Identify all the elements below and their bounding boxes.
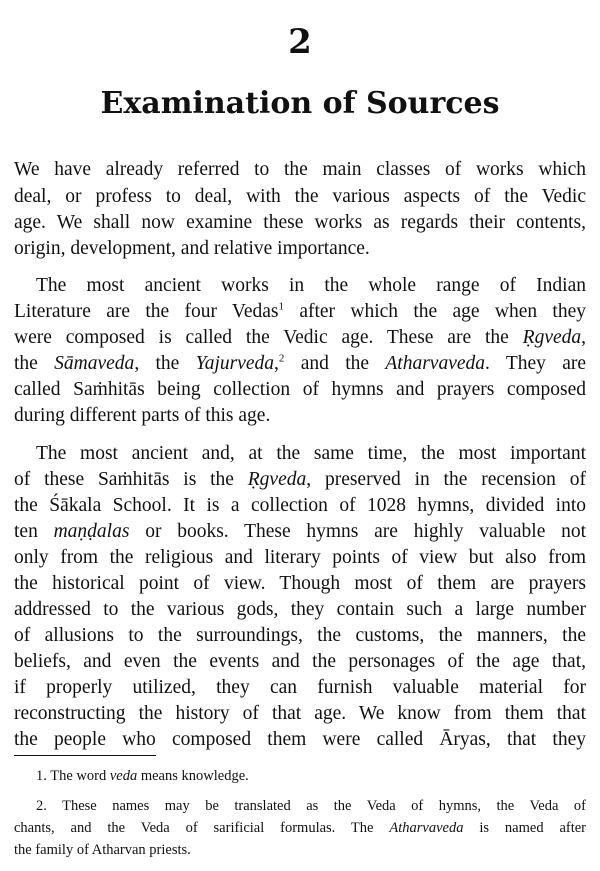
footnote-number: 2. xyxy=(36,798,47,814)
text-run: is named after xyxy=(479,820,587,836)
italic-term: Atharvaveda xyxy=(389,820,464,836)
italic-term: veda xyxy=(109,768,138,784)
paragraph-line xyxy=(14,467,586,493)
text-run: the xyxy=(155,353,180,374)
footnote-number: 1. xyxy=(36,768,47,784)
footnote-1 xyxy=(14,765,586,787)
text-run: the xyxy=(14,353,38,374)
paragraph-line: origin, development, and relative importance. xyxy=(14,238,370,259)
text-run: and the xyxy=(300,353,370,374)
paragraph-line: the Sāmaveda, the Yajurveda,$^2$ and the Atharvaveda. They are xyxy=(14,352,587,374)
text-run: means knowledge. xyxy=(140,768,249,784)
paragraph-line: addressed to the various gods, they contain such a large number xyxy=(14,599,586,620)
footnote-divider xyxy=(14,755,156,756)
text-run: chants, and the Veda of sarificial formulas. The xyxy=(14,820,374,836)
footnote-2-line xyxy=(14,795,586,817)
footnote-mark: 2 xyxy=(278,352,285,365)
paragraph-line: the Śākala School. It is a collection of 1028 hymns, divided into xyxy=(14,495,586,516)
text-run: . They are xyxy=(485,353,587,374)
paragraph-line: of allusions to the surroundings, the customs, the manners, the xyxy=(14,625,586,646)
paragraph-line: were composed is called the Vedic age. These are the Ṛgveda, xyxy=(14,327,587,348)
paragraph-line: The most ancient works in the whole range of Indian xyxy=(36,275,586,296)
paragraph-line: The most ancient and, at the same time, the most important xyxy=(36,443,586,464)
paragraph-line xyxy=(14,299,586,325)
text-run: of these Saṁhitās is the xyxy=(14,469,234,490)
paragraph-line: the people who composed them were called Āryas, that they xyxy=(14,729,586,750)
text-run: The word xyxy=(50,768,107,784)
paragraph-line: We have already referred to the main classes of works which xyxy=(14,159,586,180)
footnote-2-line: the family of Atharvan priests. xyxy=(14,842,191,858)
paragraph-line: only from the religious and literary points of view but also from xyxy=(14,547,586,568)
paragraph-line: age. We shall now examine these works as regards their contents, xyxy=(14,212,586,233)
italic-term: Yajurveda xyxy=(195,353,275,374)
italic-term: Atharvaveda xyxy=(385,353,486,374)
paragraph-line: if properly utilized, they can furnish valuable material for xyxy=(14,677,586,698)
text-run: or books. These hymns are highly valuable not xyxy=(145,521,587,542)
chapter-title: Examination of Sources xyxy=(100,86,500,121)
paragraph-line: reconstructing the history of that age. We know from them that xyxy=(14,703,586,724)
text-run: were composed is called the Vedic age. These are the xyxy=(14,327,509,348)
footnote-2-line xyxy=(14,817,586,839)
italic-term: Ṛgveda xyxy=(247,469,307,490)
paragraph-line: the historical point of view. Though most of them are prayers xyxy=(14,573,586,594)
paragraph-line: deal, or profess to deal, with the various aspects of the Vedic xyxy=(14,186,586,207)
paragraph-line: during different parts of this age. xyxy=(14,405,271,426)
text-run: after which the age when they xyxy=(299,301,587,322)
italic-term: maṇḍalas xyxy=(53,521,130,542)
paragraph-line: beliefs, and even the events and the personages of the age that, xyxy=(14,651,586,672)
italic-term: Sāmaveda xyxy=(54,353,135,374)
text-run: These names may be translated as the Veda of hymns, the Veda of xyxy=(62,798,586,814)
text-run: ten xyxy=(14,521,38,542)
italic-term: Ṛgveda xyxy=(522,327,582,348)
footnote-mark: 1 xyxy=(278,300,284,313)
text-run: Literature are the four Vedas xyxy=(14,301,279,322)
paragraph-line xyxy=(14,519,586,545)
text-run: , preserved in the recension of xyxy=(306,469,586,490)
chapter-number: 2 xyxy=(288,22,312,62)
paragraph-line: called Saṁhitās being collection of hymns and prayers composed xyxy=(14,379,586,400)
